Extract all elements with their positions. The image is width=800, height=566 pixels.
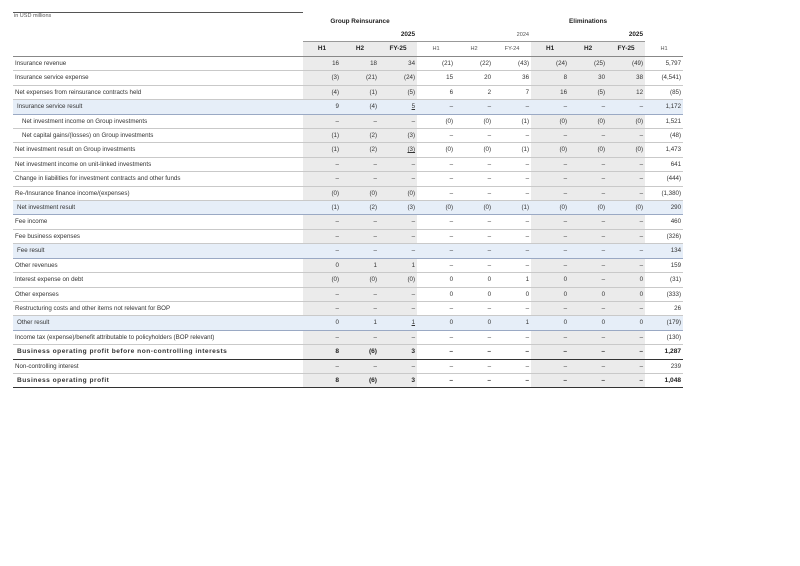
table-cell: (3)	[379, 201, 417, 215]
table-cell: 20	[455, 71, 493, 85]
table-row	[13, 201, 683, 215]
table-cell: 26	[645, 301, 683, 315]
table-cell: –	[493, 359, 531, 373]
table-cell: –	[493, 258, 531, 272]
table-cell: –	[417, 129, 455, 143]
table-cell: –	[569, 373, 607, 387]
table-cell: –	[455, 186, 493, 200]
table-row	[13, 71, 683, 85]
table-row	[13, 359, 683, 373]
table-cell: –	[531, 330, 569, 344]
table-cell: –	[341, 330, 379, 344]
table-cell: –	[569, 100, 607, 114]
table-cell: –	[493, 301, 531, 315]
row-label: Fee income	[13, 215, 303, 229]
table-cell: –	[531, 373, 569, 387]
year-2025-eliminations: 2025	[531, 29, 645, 42]
table-row	[13, 330, 683, 344]
table-cell: (0)	[303, 273, 341, 287]
table-cell: –	[569, 258, 607, 272]
table-cell: –	[341, 114, 379, 128]
table-cell: –	[455, 373, 493, 387]
table-cell: –	[493, 345, 531, 359]
column-header: H1	[531, 42, 569, 57]
table-row	[13, 114, 683, 128]
table-cell: (0)	[379, 273, 417, 287]
table-cell: –	[531, 100, 569, 114]
table-cell: (0)	[417, 143, 455, 157]
table-cell: 16	[303, 57, 341, 71]
table-cell: –	[417, 330, 455, 344]
table-cell: 7	[493, 85, 531, 99]
table-cell: (6)	[341, 345, 379, 359]
table-cell: (2)	[341, 201, 379, 215]
table-cell: –	[417, 301, 455, 315]
table-cell: –	[531, 186, 569, 200]
table-cell: (21)	[341, 71, 379, 85]
table-cell: (2)	[341, 129, 379, 143]
table-cell: –	[303, 229, 341, 243]
table-cell: (1)	[341, 85, 379, 99]
table-cell: (22)	[455, 57, 493, 71]
table-cell: –	[455, 229, 493, 243]
table-cell: (49)	[607, 57, 645, 71]
table-cell: 34	[379, 57, 417, 71]
table-cell: –	[417, 229, 455, 243]
table-cell: –	[455, 157, 493, 171]
column-header: H2	[569, 42, 607, 57]
table-cell: –	[379, 330, 417, 344]
table-cell: (333)	[645, 287, 683, 301]
table-cell: 0	[569, 316, 607, 330]
table-cell: 0	[607, 316, 645, 330]
table-cell: (5)	[379, 85, 417, 99]
row-label: Restructuring costs and other items not relevant for BOP	[13, 301, 303, 315]
table-cell: –	[607, 172, 645, 186]
row-label: Net investment income on Group investments	[13, 114, 303, 128]
table-cell: (5)	[569, 85, 607, 99]
table-cell: (6)	[341, 373, 379, 387]
table-cell: (0)	[569, 114, 607, 128]
table-cell: –	[607, 129, 645, 143]
table-row	[13, 215, 683, 229]
table-cell: –	[379, 301, 417, 315]
table-cell: 3	[379, 345, 417, 359]
table-cell: (0)	[607, 143, 645, 157]
table-cell: –	[379, 157, 417, 171]
table-cell: 0	[493, 287, 531, 301]
table-cell: 5	[379, 100, 417, 114]
table-cell: –	[417, 345, 455, 359]
row-label: Re-/Insurance finance income/(expenses)	[13, 186, 303, 200]
table-cell: (0)	[607, 201, 645, 215]
row-label: Insurance service expense	[13, 71, 303, 85]
table-cell: –	[455, 330, 493, 344]
table-cell: –	[379, 215, 417, 229]
table-cell: –	[341, 157, 379, 171]
table-cell: –	[493, 330, 531, 344]
table-cell: (0)	[569, 143, 607, 157]
table-cell: (1)	[303, 143, 341, 157]
table-cell: –	[455, 301, 493, 315]
table-cell: –	[569, 244, 607, 258]
table-cell: 460	[645, 215, 683, 229]
table-cell: –	[455, 345, 493, 359]
table-cell: –	[569, 345, 607, 359]
top-rule	[13, 12, 303, 13]
table-cell: (179)	[645, 316, 683, 330]
table-cell: –	[569, 215, 607, 229]
table-row	[13, 229, 683, 243]
table-cell: (444)	[645, 172, 683, 186]
table-cell: –	[493, 172, 531, 186]
table-cell: 0	[417, 287, 455, 301]
table-cell: –	[569, 301, 607, 315]
table-cell: 0	[303, 316, 341, 330]
table-cell: –	[531, 157, 569, 171]
table-cell: (3)	[379, 143, 417, 157]
table-cell: –	[531, 301, 569, 315]
table-cell: (0)	[455, 201, 493, 215]
table-cell: (4,541)	[645, 71, 683, 85]
table-row	[13, 287, 683, 301]
column-header: H1	[417, 42, 455, 57]
table-cell: –	[417, 100, 455, 114]
table-cell: (43)	[493, 57, 531, 71]
table-row	[13, 316, 683, 330]
table-row	[13, 373, 683, 387]
table-cell: –	[341, 359, 379, 373]
row-label: Other revenues	[13, 258, 303, 272]
table-cell: 1	[341, 258, 379, 272]
column-header-row	[13, 42, 683, 57]
table-cell: –	[303, 287, 341, 301]
table-cell: 30	[569, 71, 607, 85]
row-label: Interest expense on debt	[13, 273, 303, 287]
table-cell: –	[569, 273, 607, 287]
year-2025-reinsurance: 2025	[303, 29, 417, 42]
table-cell: (0)	[455, 143, 493, 157]
row-label: Change in liabilities for investment contracts and other funds	[13, 172, 303, 186]
table-cell: –	[531, 244, 569, 258]
table-row	[13, 258, 683, 272]
table-cell: 6	[417, 85, 455, 99]
table-cell: 0	[531, 273, 569, 287]
table-cell: –	[607, 359, 645, 373]
row-label: Fee business expenses	[13, 229, 303, 243]
table-cell: (24)	[379, 71, 417, 85]
row-label: Net expenses from reinsurance contracts held	[13, 85, 303, 99]
table-cell: (0)	[455, 114, 493, 128]
table-cell: 5,797	[645, 57, 683, 71]
table-cell: 239	[645, 359, 683, 373]
row-label: Net investment income on unit-linked investments	[13, 157, 303, 171]
table-cell: (24)	[531, 57, 569, 71]
table-cell: –	[531, 258, 569, 272]
table-cell: –	[455, 129, 493, 143]
table-cell: (0)	[531, 201, 569, 215]
column-header: FY-25	[607, 42, 645, 57]
table-cell: –	[417, 215, 455, 229]
table-cell: 18	[341, 57, 379, 71]
table-cell: –	[607, 244, 645, 258]
table-cell: 1,172	[645, 100, 683, 114]
table-cell: –	[341, 215, 379, 229]
table-cell: –	[607, 345, 645, 359]
row-label: Insurance service result	[13, 100, 303, 114]
table-cell: –	[303, 114, 341, 128]
table-cell: –	[493, 244, 531, 258]
unit-label: in USD millions	[14, 13, 52, 19]
table-cell: 0	[417, 316, 455, 330]
table-cell: (326)	[645, 229, 683, 243]
table-cell: –	[303, 215, 341, 229]
table-cell: –	[493, 373, 531, 387]
table-cell: 0	[607, 273, 645, 287]
table-cell: (0)	[341, 273, 379, 287]
table-cell: 1,048	[645, 373, 683, 387]
table-row	[13, 186, 683, 200]
table-cell: 1	[379, 316, 417, 330]
table-cell: –	[531, 229, 569, 243]
table-cell: –	[303, 301, 341, 315]
table-cell: –	[455, 258, 493, 272]
group-header-row	[13, 14, 683, 29]
table-cell: 3	[379, 373, 417, 387]
table-cell: –	[531, 129, 569, 143]
eliminations-header: Eliminations	[569, 18, 608, 25]
column-header: FY-25	[379, 42, 417, 57]
table-row	[13, 57, 683, 71]
row-label: Insurance revenue	[13, 57, 303, 71]
table-cell: –	[569, 172, 607, 186]
table-cell: –	[493, 229, 531, 243]
table-cell: –	[455, 172, 493, 186]
table-cell: (0)	[569, 201, 607, 215]
column-header: H2	[341, 42, 379, 57]
row-label: Net investment result	[13, 201, 303, 215]
table-cell: 12	[607, 85, 645, 99]
table-cell: 9	[303, 100, 341, 114]
table-cell: (0)	[303, 186, 341, 200]
row-label: Fee result	[13, 244, 303, 258]
column-header: FY-24	[493, 42, 531, 57]
table-cell: –	[607, 157, 645, 171]
table-cell: –	[303, 172, 341, 186]
table-row	[13, 85, 683, 99]
table-cell: (3)	[379, 129, 417, 143]
table-cell: 0	[417, 273, 455, 287]
group-reinsurance-header: Group Reinsurance	[330, 18, 390, 25]
table-cell: –	[341, 301, 379, 315]
row-label: Other result	[13, 316, 303, 330]
table-cell: –	[341, 229, 379, 243]
table-cell: 1	[341, 316, 379, 330]
table-row	[13, 157, 683, 171]
table-row	[13, 129, 683, 143]
table-cell: –	[493, 186, 531, 200]
table-cell: 0	[607, 287, 645, 301]
table-cell: 1,287	[645, 345, 683, 359]
table-cell: –	[531, 359, 569, 373]
table-cell: (1)	[493, 114, 531, 128]
financial-table	[13, 14, 683, 388]
table-row	[13, 301, 683, 315]
table-cell: (0)	[531, 143, 569, 157]
table-cell: 134	[645, 244, 683, 258]
table-cell: –	[455, 244, 493, 258]
table-cell: (0)	[379, 186, 417, 200]
table-cell: 15	[417, 71, 455, 85]
table-cell: (0)	[607, 114, 645, 128]
table-cell: –	[607, 215, 645, 229]
table-row	[13, 345, 683, 359]
table-cell: 8	[303, 345, 341, 359]
table-cell: –	[341, 172, 379, 186]
table-cell: –	[607, 258, 645, 272]
column-header: H1	[645, 42, 683, 57]
table-cell: –	[493, 100, 531, 114]
table-cell: –	[569, 229, 607, 243]
row-label: Net capital gains/(losses) on Group investments	[13, 129, 303, 143]
table-cell: (130)	[645, 330, 683, 344]
table-cell: –	[379, 114, 417, 128]
table-cell: –	[607, 229, 645, 243]
table-cell: –	[417, 373, 455, 387]
table-cell: –	[303, 330, 341, 344]
table-cell: –	[341, 287, 379, 301]
table-cell: –	[569, 157, 607, 171]
table-row	[13, 100, 683, 114]
table-cell: (1)	[303, 201, 341, 215]
table-cell: 8	[303, 373, 341, 387]
table-cell: –	[455, 359, 493, 373]
table-cell: –	[379, 287, 417, 301]
table-cell: –	[417, 157, 455, 171]
table-cell: –	[417, 258, 455, 272]
table-cell: –	[569, 359, 607, 373]
table-cell: (1,380)	[645, 186, 683, 200]
table-cell: 0	[303, 258, 341, 272]
year-2024-reinsurance: 2024	[417, 29, 531, 42]
table-cell: 0	[455, 316, 493, 330]
table-cell: –	[531, 345, 569, 359]
table-cell: –	[341, 244, 379, 258]
table-cell: –	[303, 359, 341, 373]
table-cell: (25)	[569, 57, 607, 71]
table-cell: (0)	[417, 114, 455, 128]
table-cell: 159	[645, 258, 683, 272]
table-cell: 8	[531, 71, 569, 85]
table-cell: –	[607, 330, 645, 344]
table-cell: –	[455, 100, 493, 114]
table-row	[13, 244, 683, 258]
table-cell: –	[493, 157, 531, 171]
table-cell: –	[493, 129, 531, 143]
table-cell: 0	[569, 287, 607, 301]
table-cell: 290	[645, 201, 683, 215]
table-cell: 0	[455, 273, 493, 287]
row-label: Business operating profit before non-controlling interests	[13, 345, 303, 359]
table-cell: –	[607, 373, 645, 387]
table-cell: –	[607, 301, 645, 315]
row-label: Business operating profit	[13, 373, 303, 387]
table-cell: (0)	[417, 201, 455, 215]
table-cell: 38	[607, 71, 645, 85]
table-cell: (85)	[645, 85, 683, 99]
table-cell: (3)	[303, 71, 341, 85]
table-cell: –	[303, 244, 341, 258]
table-cell: –	[493, 215, 531, 229]
table-cell: 641	[645, 157, 683, 171]
table-cell: 1,473	[645, 143, 683, 157]
table-cell: –	[417, 186, 455, 200]
table-cell: –	[379, 244, 417, 258]
table-cell: –	[569, 129, 607, 143]
row-label: Other expenses	[13, 287, 303, 301]
table-cell: (21)	[417, 57, 455, 71]
column-header: H2	[455, 42, 493, 57]
table-cell: 16	[531, 85, 569, 99]
table-cell: 1,521	[645, 114, 683, 128]
table-cell: (31)	[645, 273, 683, 287]
table-row	[13, 143, 683, 157]
table-cell: –	[607, 100, 645, 114]
column-header: H1	[303, 42, 341, 57]
row-label: Non-controlling interest	[13, 359, 303, 373]
table-cell: –	[607, 186, 645, 200]
table-cell: –	[379, 229, 417, 243]
table-cell: (4)	[303, 85, 341, 99]
table-cell: –	[569, 330, 607, 344]
row-label: Net investment result on Group investments	[13, 143, 303, 157]
table-cell: (1)	[493, 143, 531, 157]
table-cell: 0	[455, 287, 493, 301]
year-header-row	[13, 29, 683, 42]
table-cell: 36	[493, 71, 531, 85]
table-cell: –	[379, 359, 417, 373]
table-cell: –	[379, 172, 417, 186]
table-cell: 0	[531, 316, 569, 330]
table-body	[13, 57, 683, 388]
table-cell: 0	[531, 287, 569, 301]
row-label: Income tax (expense)/benefit attributable to policyholders (BOP relevant)	[13, 330, 303, 344]
table-cell: –	[417, 172, 455, 186]
table-cell: (1)	[493, 201, 531, 215]
table-cell: 1	[379, 258, 417, 272]
table-cell: (1)	[303, 129, 341, 143]
table-cell: –	[531, 172, 569, 186]
table-cell: –	[569, 186, 607, 200]
table-cell: (4)	[341, 100, 379, 114]
table-cell: –	[303, 157, 341, 171]
table-cell: 1	[493, 273, 531, 287]
table-cell: –	[531, 215, 569, 229]
table-cell: –	[455, 215, 493, 229]
table-cell: (48)	[645, 129, 683, 143]
table-cell: 2	[455, 85, 493, 99]
table-cell: 1	[493, 316, 531, 330]
table-cell: (0)	[531, 114, 569, 128]
table-row	[13, 273, 683, 287]
table-cell: (2)	[341, 143, 379, 157]
table-cell: –	[417, 359, 455, 373]
table-cell: –	[417, 244, 455, 258]
table-cell: (0)	[341, 186, 379, 200]
table-row	[13, 172, 683, 186]
